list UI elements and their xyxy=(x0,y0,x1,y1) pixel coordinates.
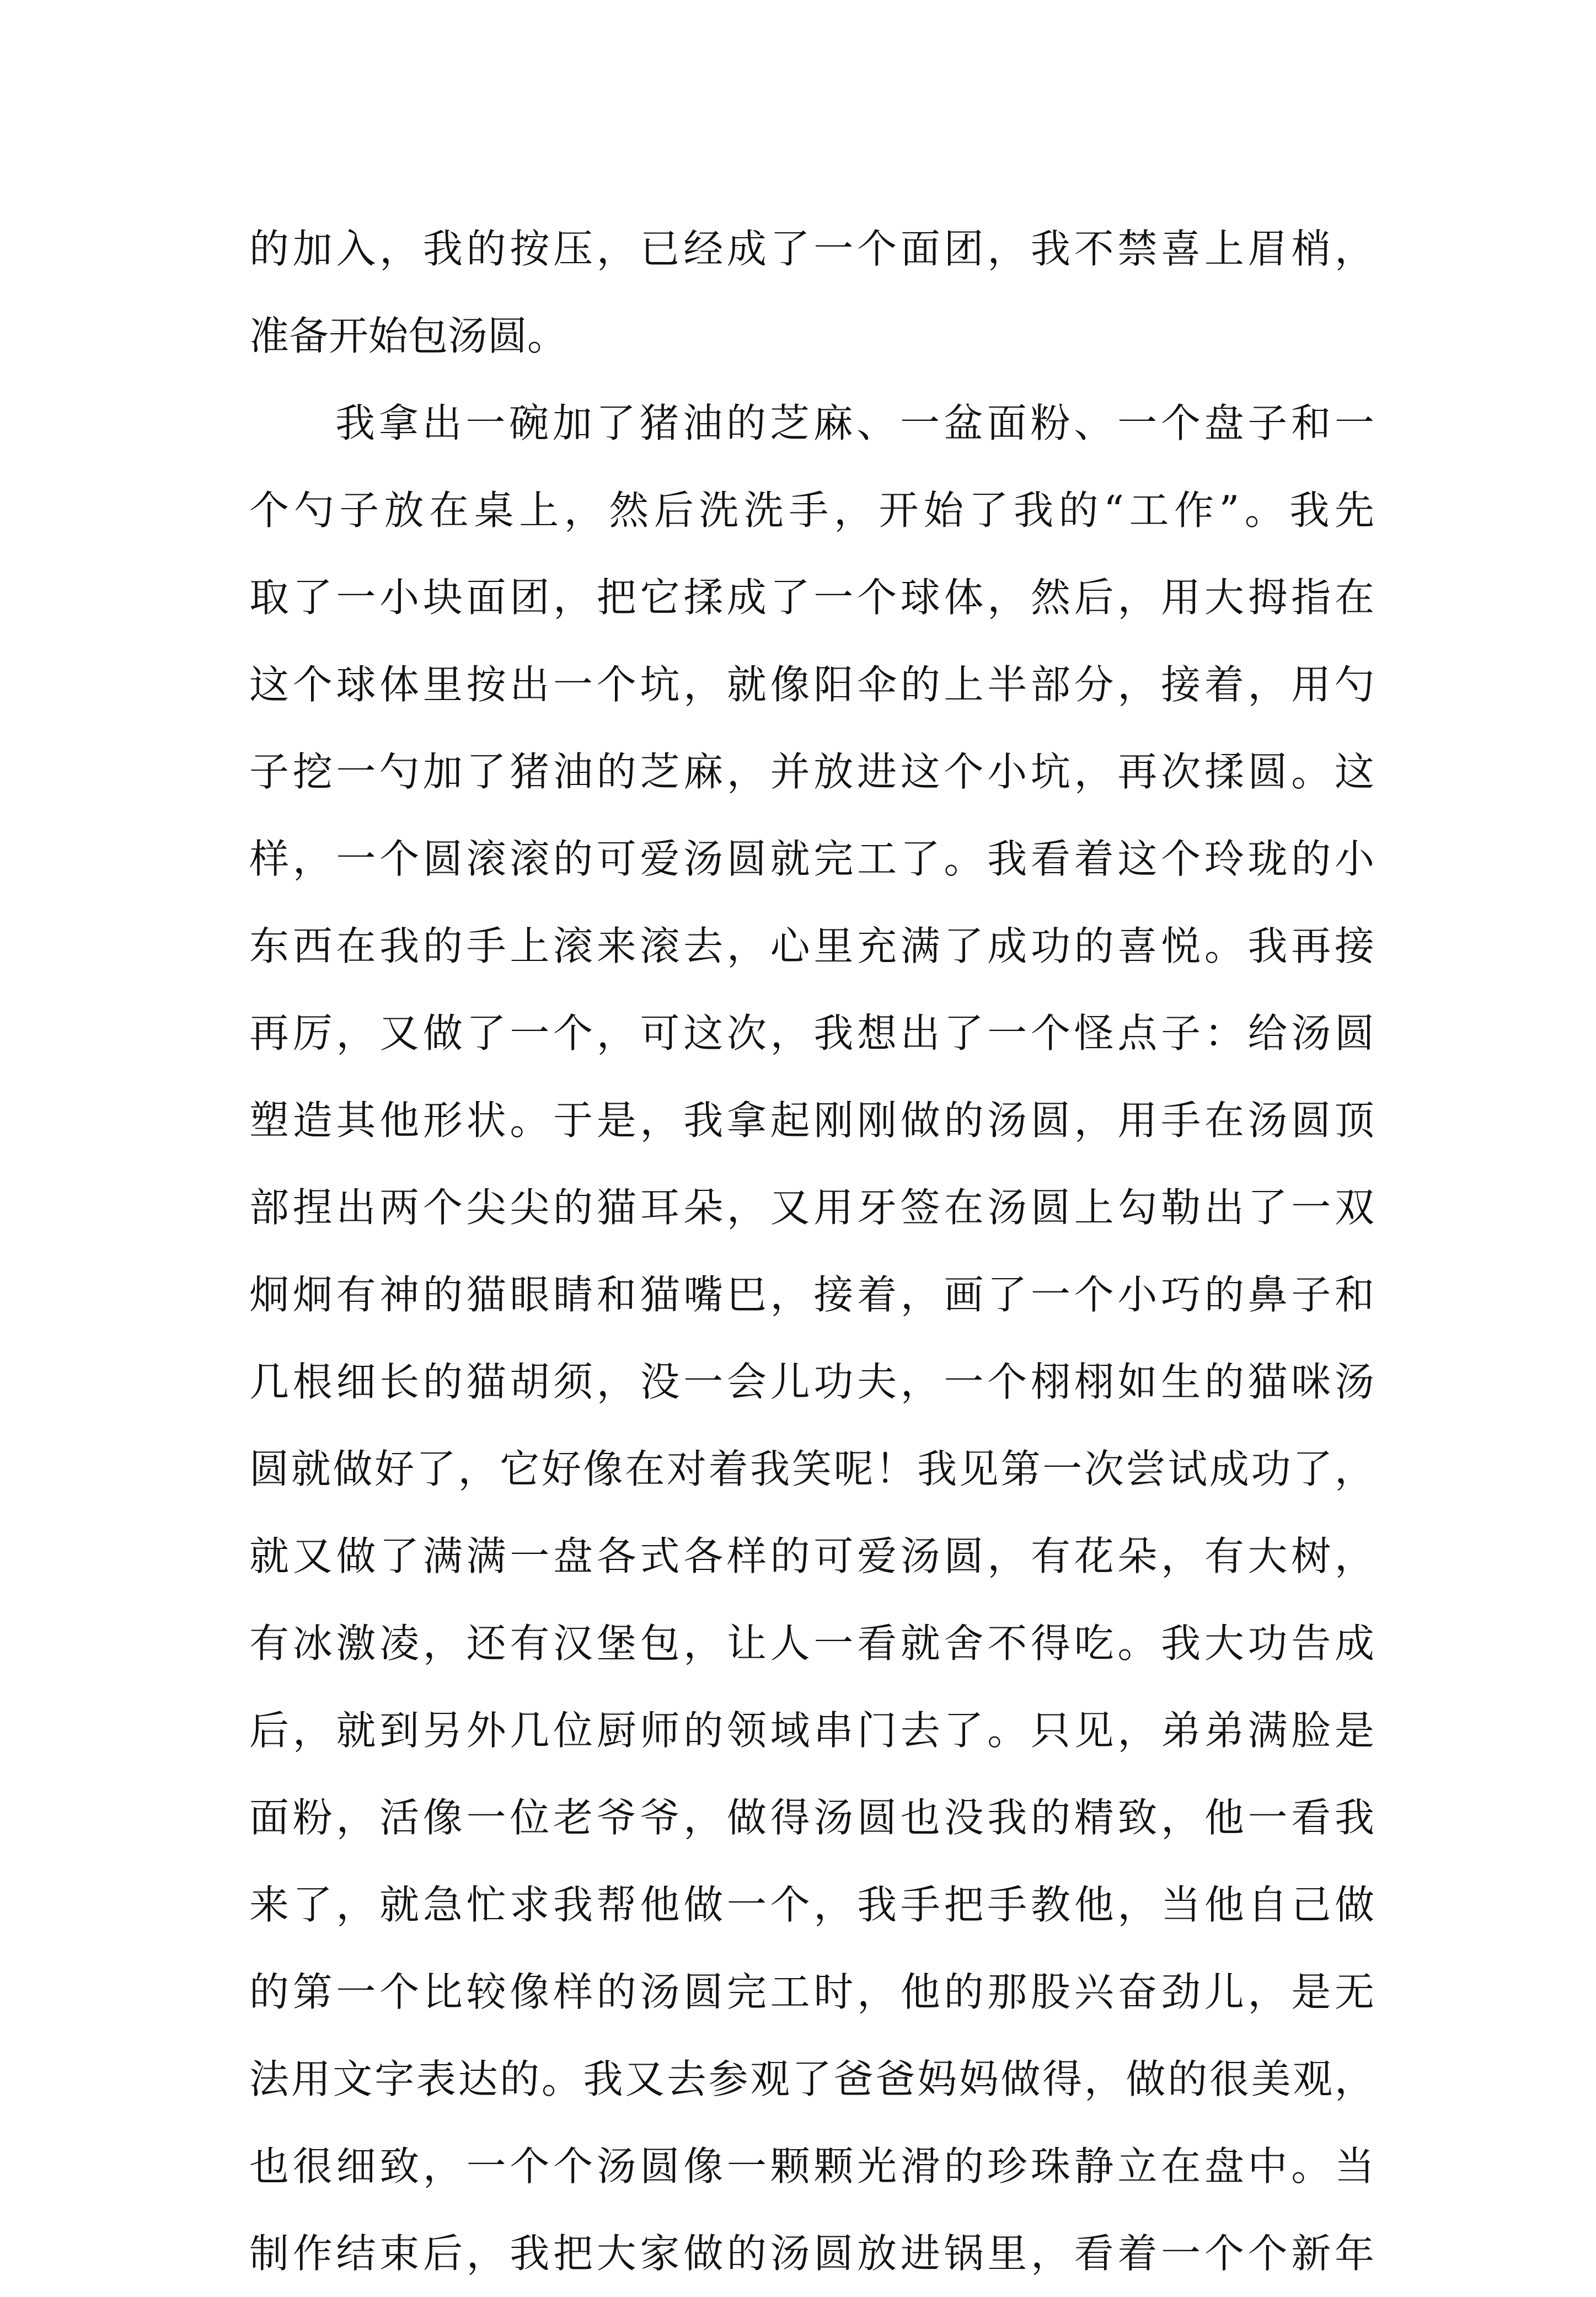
text-line: 后，就到另外几位厨师的领域串门去了。只见，弟弟满脸是 xyxy=(249,1707,1374,1754)
text-line: 的加入，我的按压，已经成了一个面团，我不禁喜上眉梢， xyxy=(249,226,1374,272)
text-line: 取了一小块面团，把它揉成了一个球体，然后，用大拇指在 xyxy=(249,574,1374,621)
text-line: 这个球体里按出一个坑，就像阳伞的上半部分，接着，用勺 xyxy=(249,661,1374,708)
text-line: 法用文字表达的。我又去参观了爸爸妈妈做得，做的很美观， xyxy=(249,2056,1374,2102)
text-line: 制作结束后，我把大家做的汤圆放进锅里，看着一个个新年 xyxy=(249,2230,1374,2277)
text-line: 面粉，活像一位老爷爷，做得汤圆也没我的精致，他一看我 xyxy=(249,1794,1374,1841)
body-text xyxy=(249,205,1374,2297)
text-line: 炯炯有神的猫眼睛和猫嘴巴，接着，画了一个小巧的鼻子和 xyxy=(249,1272,1374,1318)
text-line: 子挖一勺加了猪油的芝麻，并放进这个小坑，再次揉圆。这 xyxy=(249,749,1374,795)
paragraph-first-line: 我拿出一碗加了猪油的芝麻、一盆面粉、一个盘子和一 xyxy=(335,400,1374,446)
text-line: 就又做了满满一盘各式各样的可爱汤圆，有花朵，有大树， xyxy=(249,1533,1374,1579)
text-line: 几根细长的猫胡须，没一会儿功夫，一个栩栩如生的猫咪汤 xyxy=(249,1359,1374,1405)
text-line: 圆就做好了，它好像在对着我笑呢！我见第一次尝试成功了， xyxy=(249,1446,1374,1492)
text-line: 个勺子放在桌上，然后洗洗手，开始了我的“工作”。我先 xyxy=(249,487,1374,533)
text-line: 来了，就急忙求我帮他做一个，我手把手教他，当他自己做 xyxy=(249,1882,1374,1928)
text-line: 有冰激凌，还有汉堡包，让人一看就舍不得吃。我大功告成 xyxy=(249,1620,1374,1666)
text-line: 塑造其他形状。于是，我拿起刚刚做的汤圆，用手在汤圆顶 xyxy=(249,1097,1374,1144)
text-line: 部捏出两个尖尖的猫耳朵，又用牙签在汤圆上勾勒出了一双 xyxy=(249,1184,1374,1231)
text-line: 东西在我的手上滚来滚去，心里充满了成功的喜悦。我再接 xyxy=(249,923,1374,969)
text-line: 也很细致，一个个汤圆像一颗颗光滑的珍珠静立在盘中。当 xyxy=(249,2143,1374,2189)
text-line: 准备开始包汤圆。 xyxy=(249,313,567,359)
text-line: 样，一个圆滚滚的可爱汤圆就完工了。我看着这个玲珑的小 xyxy=(249,836,1374,882)
text-line: 的第一个比较像样的汤圆完工时，他的那股兴奋劲儿，是无 xyxy=(249,1969,1374,2015)
text-line: 再厉，又做了一个，可这次，我想出了一个怪点子：给汤圆 xyxy=(249,1010,1374,1056)
